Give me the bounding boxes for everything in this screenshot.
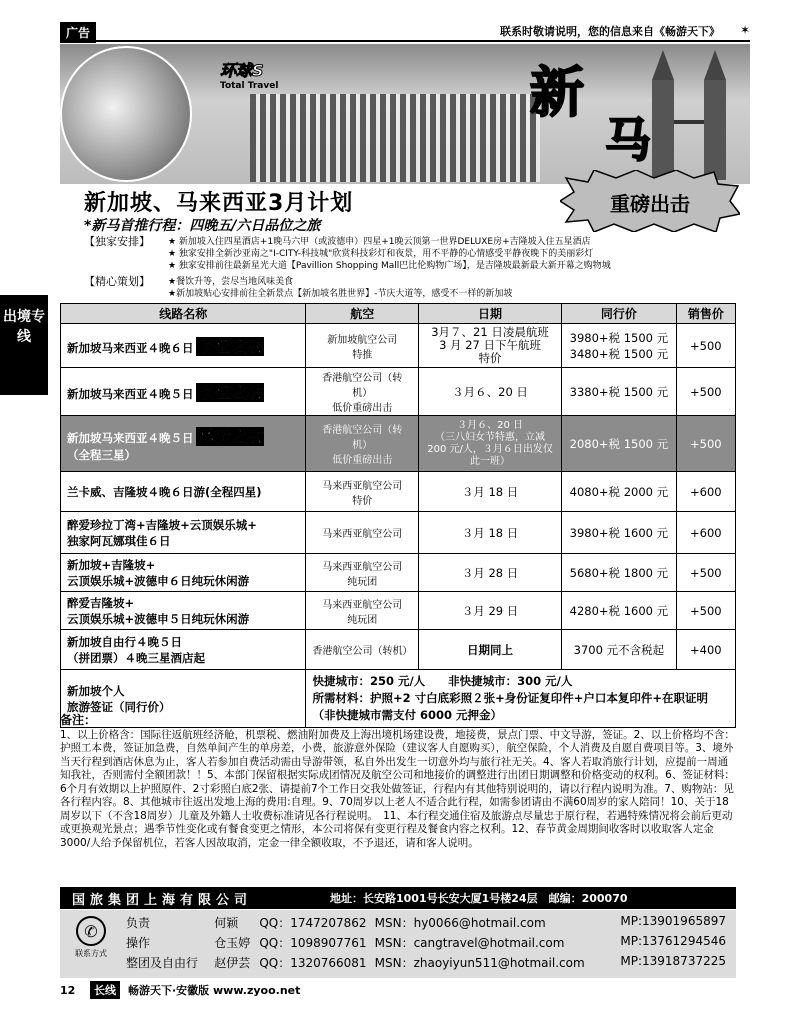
planning-label: 【精心策划】 — [84, 275, 150, 288]
route-table — [60, 303, 736, 728]
peer-price: 3700 元不含税起 — [562, 630, 677, 670]
table-row — [61, 554, 736, 592]
page-footer — [60, 980, 750, 1000]
date: ３月 28 日 — [418, 554, 561, 592]
company-name: 国旅集团上海有限公司 — [72, 892, 253, 908]
route-name: 醉爱吉隆坡+ 云顶娱乐城+波德申５日纯玩休闲游 — [61, 592, 306, 630]
route-tag: 品位之旅 — [197, 337, 262, 356]
date: ３月 29 日 — [418, 592, 561, 630]
planning-item: ★餐饮升等，尝尽当地风味美食 — [168, 277, 294, 287]
table-row — [61, 416, 736, 472]
airline: 马来西亚航空公司 纯玩团 — [306, 554, 419, 592]
route-tag: 品位之旅 — [197, 383, 262, 402]
col-route: 线路名称 — [61, 304, 306, 324]
contact-row — [126, 914, 726, 930]
contact-person: 赵伊芸 — [214, 956, 251, 970]
sale-price: +600 — [676, 512, 735, 554]
exclusive-item: ★ 独家安排前往最新星光大道【Pavillion Shopping Mall巴比伦购物广场】，是吉隆坡最新最大新开幕之购物城 — [168, 261, 611, 271]
airline: 香港航空公司（转机） — [306, 630, 419, 670]
contact-mobile: MP:13901965897 — [620, 914, 726, 928]
phone-label: 联系方式 — [75, 949, 107, 958]
col-airline: 航空 — [306, 304, 419, 324]
table-row — [61, 512, 736, 554]
contacts-panel — [60, 910, 736, 978]
route-name: 新加坡自由行４晚５日 （拼团票）４晚三星酒店起 — [61, 630, 306, 670]
contact-mobile: MP:13761294546 — [620, 934, 726, 948]
sale-price: +500 — [676, 554, 735, 592]
table-row — [61, 630, 736, 670]
page-header — [60, 20, 750, 42]
section-label: 长线 — [90, 981, 120, 999]
brand-sub: Total Travel — [220, 81, 279, 91]
route-name: 新加坡马来西亚４晚６日 品位之旅 — [61, 324, 306, 368]
contact-row — [126, 954, 726, 970]
route-name: 新加坡马来西亚４晚５日 体验之旅 （全程三星） — [61, 416, 306, 472]
peer-price: 3980+税 1500 元 3480+税 1500 元 — [562, 324, 677, 368]
table-row — [61, 368, 736, 416]
page-number: 12 — [60, 983, 76, 997]
visa-materials: 所需材料：护照+2 寸白底彩照２张+身份证复印件+户口本复印件+在职证明（非快捷城市需支付 6000 元押金） — [312, 691, 708, 722]
contact-role: 负责 — [126, 916, 151, 930]
contact-mobile: MP:13918737225 — [620, 954, 726, 968]
sale-price: +500 — [676, 368, 735, 416]
date: ３月６、20 日 — [418, 368, 561, 416]
table-row — [61, 592, 736, 630]
col-sale-price: 销售价 — [676, 304, 735, 324]
notes-heading: 备注： — [60, 713, 97, 727]
notes-text: 1、以上价格含：国际往返航班经济舱，机票税、燃油附加费及上海出境机场建设费，地接费，景点门票、中文导游，签证。2、以上价格均不含：护照工本费，签证加急费，自然单间产生的单房差，小费，旅游意外保险（建议客人自愿购买），航空保险，个人消费及自愿自费项目等。3、境外当天行程到酒店休息为止，客人若参加自费活动需由导游带领，私自外出发生一切意外均与旅行社无关。4、客人若取消旅行计划，应提前一周通知我社，否则需付全额团款！！5、本部门保留根据实际成团情况及航空公司和地接价的调整进行出团日期调整和价格变动的权利。6、签证材料：6个月有效期以上护照原件、2寸彩照白底2张、请提前7个工作日交我处做签证，行程内有其他特别说明的，请以行程内说明为准。7、购物站：见各行程内容。8、其他城市往返出发地上海的费用:自理。9、70周岁以上老人不适合此行程，如需参团请由不满60周岁的家人陪同！10、关于18周岁以下（不含18周岁）儿童及外籍人士收费标准请见各行程说明。 11、本行程交通住宿及旅游点尽量忠于原行程，若遇特殊情况将会前后更动或更换观光景点；遇季节性变化或有餐食变更之情形，本公司将保有变更行程及餐食内容之权利。12、春节黄金周期间收客时以收取客人定金3000/人给予保留机位，若客人因故取消，定金一律全额收取，不予退还，请和客人说明。 — [60, 728, 735, 849]
merlion-image — [60, 46, 192, 182]
ad-tag: 广告 — [60, 22, 96, 43]
contact-person: 何颖 — [214, 916, 239, 930]
exclusive-label: 【独家安排】 — [84, 235, 150, 248]
route-name: 兰卡威、吉隆坡４晚６日游(全程四星) — [61, 472, 306, 512]
date: 3月７、21 日凌晨航班 3 月 27 日下午航班 特价 — [418, 324, 561, 368]
banner-char-ma: 马 — [605, 113, 651, 167]
contact-msn: MSN：zhaoyiyun511@hotmail.com — [374, 956, 585, 970]
phone-badge — [68, 916, 114, 959]
airline: 香港航空公司（转机） 低价重磅出击 — [306, 368, 419, 416]
visa-price: 快捷城市：250 元/人 非快捷城市：300 元/人 — [312, 674, 573, 688]
route-tag: 体验之旅 — [197, 427, 262, 446]
subtitle: *新马首推行程：四晚五/六日品位之旅 — [84, 218, 321, 234]
route-name: 新加坡+吉隆坡+ 云顶娱乐城+波德申６日纯玩休闲游 — [61, 554, 306, 592]
route-name: 醉爱珍拉丁湾+吉隆坡+云顶娱乐城+ 独家阿瓦娜琪佳６日 — [61, 512, 306, 554]
visa-name: 新加坡个人 旅游签证（同行价） — [61, 670, 306, 728]
page-title: 新加坡、马来西亚3月计划 — [84, 191, 354, 216]
twin-towers-image — [634, 50, 744, 180]
contact-qq: QQ：1747207862 — [259, 916, 367, 930]
peer-price: 4080+税 2000 元 — [562, 472, 677, 512]
peer-price: 3980+税 1600 元 — [562, 512, 677, 554]
brand-name: 环球S — [220, 61, 264, 80]
banner-image — [60, 44, 750, 184]
airline: 香港航空公司（转机） 低价重磅出击 — [306, 416, 419, 472]
contact-qq: QQ：1098907761 — [259, 936, 367, 950]
exclusive-item: ★ 新加坡入住四星酒店+1晚马六甲（或波德申）四星+1晚云顶第一世界DELUXE房+吉隆坡入住五星酒店 — [168, 237, 591, 247]
sale-price: +600 — [676, 472, 735, 512]
table-row — [61, 472, 736, 512]
sale-price: +500 — [676, 416, 735, 472]
peer-price: 4280+税 1600 元 — [562, 592, 677, 630]
route-name: 新加坡马来西亚４晚５日 品位之旅 — [61, 368, 306, 416]
magazine-logo-icon: ✶ — [739, 23, 750, 37]
table-header-row — [61, 304, 736, 324]
planning-item: ★新加坡贴心安排前往全新景点【新加坡名胜世界】-节庆大道等，感受不一样的新加坡 — [168, 289, 513, 299]
airline: 马来西亚航空公司 纯玩团 — [306, 592, 419, 630]
company-bar — [60, 887, 736, 909]
col-peer-price: 同行价 — [562, 304, 677, 324]
building-image — [250, 94, 540, 182]
promo-burst — [560, 170, 740, 232]
magazine-name: 畅游天下·安徽版 www.zyoo.net — [128, 984, 301, 997]
exclusive-section — [84, 236, 734, 272]
route-name-sub: （全程三星） — [67, 448, 136, 462]
airline: 马来西亚航空公司 — [306, 512, 419, 554]
side-tab: 出境专线 — [0, 295, 48, 395]
contact-msn: MSN：hy0066@hotmail.com — [374, 916, 546, 930]
contact-person: 仓玉婷 — [214, 936, 251, 950]
contact-qq: QQ：1320766081 — [259, 956, 367, 970]
airline: 新加坡航空公司 特推 — [306, 324, 419, 368]
notes — [60, 714, 736, 850]
brand-logo — [220, 58, 278, 91]
table-row — [61, 324, 736, 368]
peer-price: 5680+税 1800 元 — [562, 554, 677, 592]
peer-price: 2080+税 1500 元 — [562, 416, 677, 472]
contact-role: 操作 — [126, 936, 151, 950]
features — [84, 236, 734, 300]
planning-section — [84, 276, 734, 300]
sale-price: +400 — [676, 630, 735, 670]
exclusive-item: ★ 独家安排全新沙亚南之"I-CITY-科技城"欣赏科技彩灯和夜景，用不平静的心情感受平静夜晚下的美丽彩灯 — [168, 249, 594, 259]
contact-row — [126, 934, 726, 950]
col-date: 日期 — [418, 304, 561, 324]
date: ３月 18 日 — [418, 472, 561, 512]
contact-notice: 联系时敬请说明，您的信息来自《畅游天下》 — [500, 25, 720, 38]
date: ３月 18 日 — [418, 512, 561, 554]
company-address: 地址：长安路1001号长安大厦1号楼24层 邮编：200070 — [330, 892, 628, 905]
date: 日期同上 — [418, 630, 561, 670]
peer-price: 3380+税 1500 元 — [562, 368, 677, 416]
burst-text: 重磅出击 — [610, 192, 690, 216]
contact-role: 整团及自由行 — [126, 956, 199, 970]
date: ３月６、20 日 （三八妇女节特惠，立减 200 元/人，３月６日出发仅 此一班） — [418, 416, 561, 472]
airline: 马来西亚航空公司 特价 — [306, 472, 419, 512]
banner-char-xin: 新 — [530, 60, 584, 124]
contact-msn: MSN：cangtravel@hotmail.com — [374, 936, 565, 950]
sale-price: +500 — [676, 592, 735, 630]
phone-icon: ✆ — [76, 916, 106, 946]
sale-price: +500 — [676, 324, 735, 368]
